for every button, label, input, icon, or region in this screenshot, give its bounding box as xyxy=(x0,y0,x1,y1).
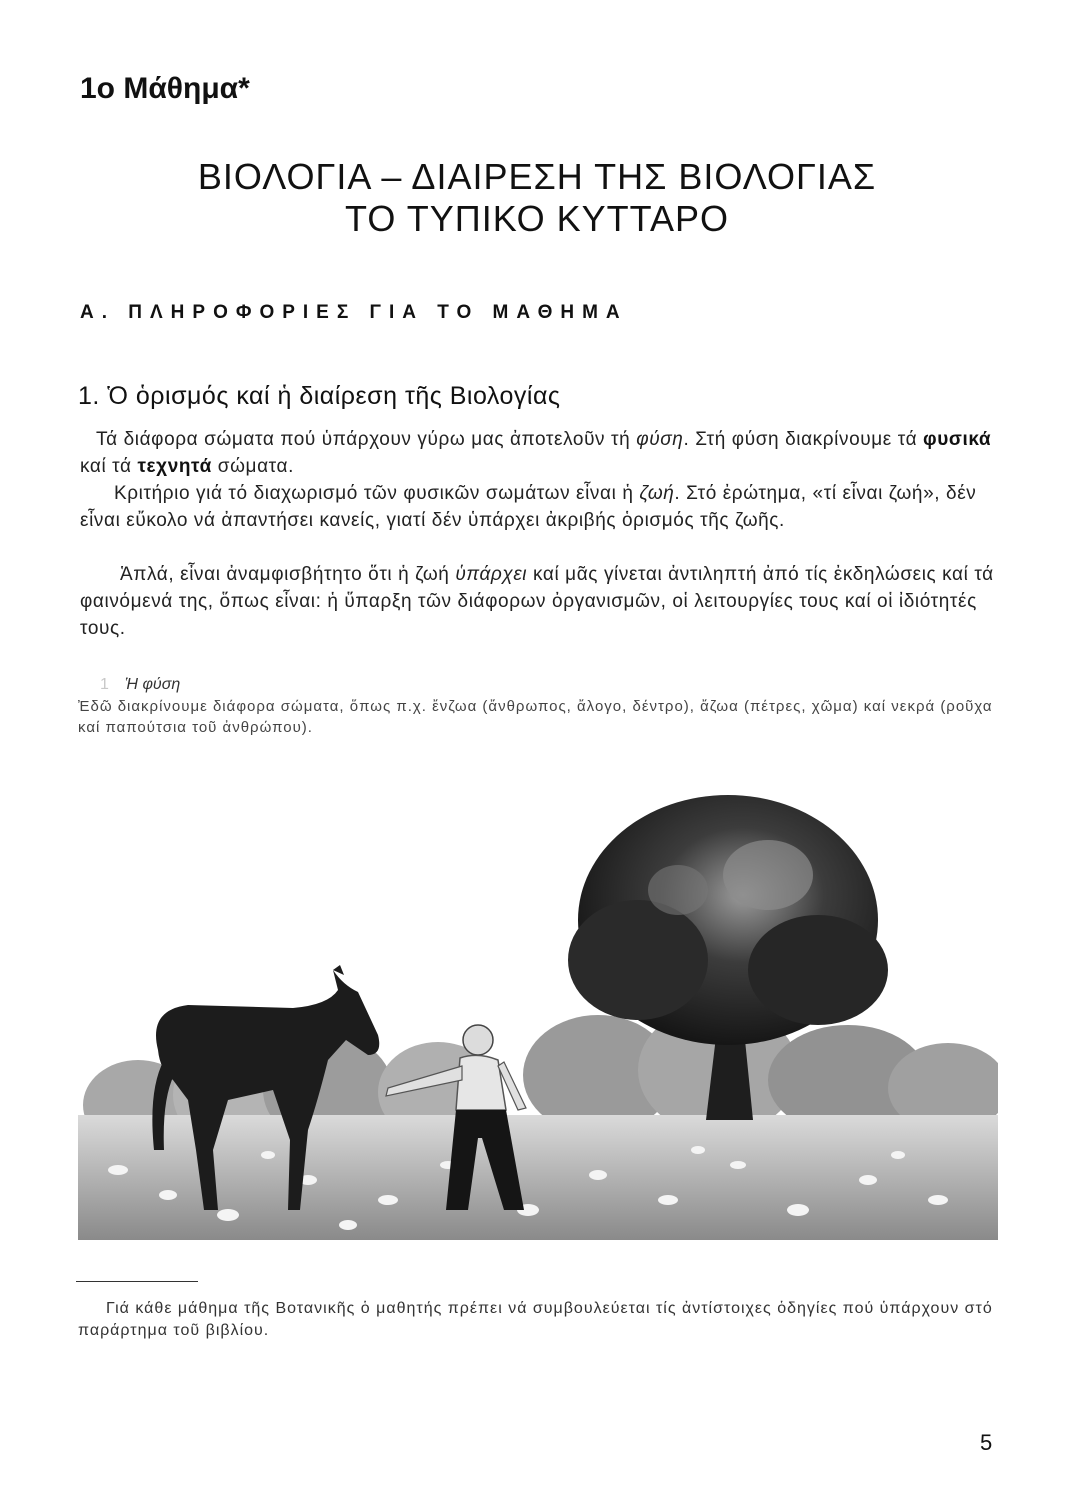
emphasis-term: ζωή xyxy=(639,483,675,504)
page-title-line-1: ΒΙΟΛΟΓΙΑ – ΔΙΑΙΡΕΣΗ ΤΗΣ ΒΙΟΛΟΓΙΑΣ xyxy=(197,156,877,197)
figure-number: 1 xyxy=(100,676,109,693)
paragraph-text: Ἁπλά, εἶναι ἀναμφισβήτητο ὅτι ἡ ζωή xyxy=(120,564,456,585)
page-number: 5 xyxy=(980,1430,993,1455)
emphasis-term: ὑπάρχει xyxy=(455,564,528,585)
footnote: Γιά κάθε μάθημα τῆς Βοτανικῆς ὁ μαθητής πρέπει νά συμβουλεύεται τίς ἀντίστοιχες ὁδηγίες πού ὑπάρχουν στό παράρτημα τοῦ βιβλίου. xyxy=(78,1300,993,1339)
paragraph-text: καί τά xyxy=(80,456,138,477)
paragraph-text: . Στή φύση διακρίνουμε τά xyxy=(683,429,924,450)
figure-caption-title xyxy=(100,676,180,694)
footnote-divider xyxy=(76,1281,198,1282)
paragraph-text: . Στό ἐρώτημα, «τί εἶναι ζωή», δέν εἶναι εὔκολο νά ἀπαντήσει κανείς, γιατί δέν ὑπάρχει ἀκριβής ὁρισμός τῆς ζωῆς. xyxy=(80,483,977,531)
figure-caption: Ἐδῶ διακρίνουμε διάφορα σώματα, ὅπως π.χ. ἔνζωα (ἄνθρωπος, ἄλογο, δέντρο), ἄζωα (πέτρες, χῶμα) καί νεκρά (ροῦχα καί παπούτσια τοῦ ἀνθρώπου). xyxy=(78,698,993,736)
emphasis-term: φύση xyxy=(636,429,684,450)
paragraph-text: σώματα. xyxy=(211,456,294,477)
lesson-label: 1ο Μάθημα* xyxy=(80,72,250,105)
section-heading: Α. ΠΛΗΡΟΦΟΡΙΕΣ ΓΙΑ ΤΟ ΜΑΘΗΜΑ xyxy=(80,302,628,323)
bold-term: τεχνητά xyxy=(137,456,212,477)
figure-title: Ἡ φύση xyxy=(124,676,181,693)
page-title-line-2: ΤΟ ΤΥΠΙΚΟ ΚΥΤΤΑΡΟ xyxy=(345,198,729,239)
bold-term: φυσικά xyxy=(923,429,992,450)
subsection-heading: 1. Ὁ ὁρισμός καί ἡ διαίρεση τῆς Βιολογίας xyxy=(78,382,561,410)
paragraph-text: Κριτήριο γιά τό διαχωρισμό τῶν φυσικῶν σωμάτων εἶναι ἡ xyxy=(114,483,640,504)
nature-illustration xyxy=(78,770,998,1240)
paragraph-text: Τά διάφορα σώματα πού ὑπάρχουν γύρω μας ἀποτελοῦν τή xyxy=(96,429,637,450)
paragraph-1 xyxy=(80,426,998,480)
paragraph-text: καί μᾶς γίνεται ἀντιληπτή ἀπό τίς ἐκδηλώσεις καί τά φαινόμενά της, ὅπως εἶναι: ἡ ὕπαρξη τῶν διάφορων ὀργανισμῶν, οἱ λειτουργίες τους καί οἱ ἰδιότητές τους. xyxy=(80,564,994,639)
paragraph-2 xyxy=(80,480,998,534)
paragraph-3 xyxy=(80,561,998,642)
